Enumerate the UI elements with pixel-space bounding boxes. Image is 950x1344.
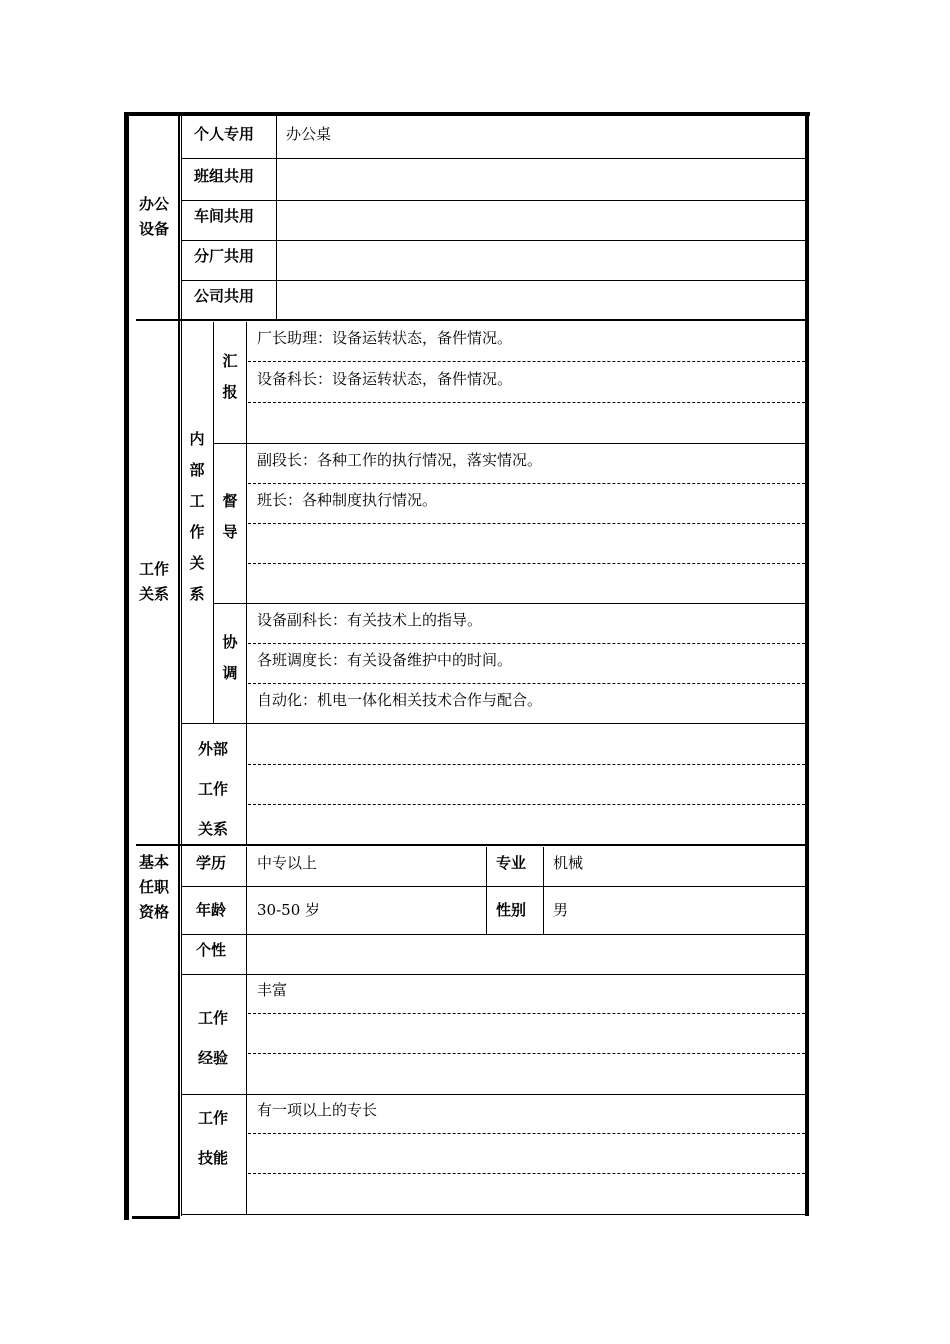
external-relations-label: 外部 工作 关系	[197, 740, 228, 838]
coordinate-line: 自动化：机电一体化相关技术合作与配合。	[257, 691, 543, 709]
office-row-label: 班组共用	[194, 167, 255, 185]
skills-label: 工作 技能	[197, 1109, 228, 1167]
coordinate-label: 协 调	[222, 633, 238, 682]
office-row-value: 办公桌	[286, 125, 332, 143]
qual-middle-divider	[486, 847, 487, 934]
outer-frame-top	[124, 112, 810, 116]
personality-label: 个性	[196, 941, 227, 959]
dashed-rule	[248, 643, 805, 644]
coordinate-line: 设备副科长：有关技术上的指导。	[257, 611, 483, 629]
dashed-rule	[248, 1013, 805, 1014]
internal-relations-label: 内 部 工 作 关 系	[189, 430, 205, 603]
section-divider	[136, 319, 805, 321]
office-equipment-section-label: 办公 设备	[138, 195, 169, 238]
age-value: 30-50 岁	[257, 901, 321, 919]
row-divider	[181, 200, 805, 201]
age-label: 年龄	[196, 901, 227, 919]
dashed-rule	[248, 361, 805, 362]
office-row-label: 公司共用	[194, 287, 255, 305]
qualifications-section-label: 基本 任职 资格	[138, 853, 169, 921]
dashed-rule	[248, 804, 805, 805]
row-divider	[181, 1094, 805, 1095]
supervise-line: 副段长：各种工作的执行情况，落实情况。	[257, 451, 543, 469]
row-divider	[181, 974, 805, 975]
dashed-rule	[248, 1133, 805, 1134]
row-divider	[213, 603, 805, 604]
row-divider	[213, 443, 805, 444]
major-label: 专业	[496, 854, 527, 872]
gender-label: 性别	[496, 901, 527, 919]
dashed-rule	[248, 483, 805, 484]
supervise-label: 督 导	[222, 492, 238, 541]
report-label: 汇 报	[222, 352, 238, 401]
report-line: 设备科长：设备运转状态，备件情况。	[257, 370, 513, 388]
outer-frame-left	[124, 112, 129, 1220]
education-value: 中专以上	[257, 854, 318, 872]
dashed-rule	[248, 402, 805, 403]
sub-label-divider	[246, 322, 247, 846]
row-divider	[181, 934, 805, 935]
experience-line: 丰富	[257, 981, 288, 999]
office-label-divider	[276, 116, 277, 320]
row-divider	[181, 886, 805, 887]
row-divider	[181, 240, 805, 241]
row-divider	[181, 280, 805, 281]
outer-frame-bottom-left	[132, 1216, 180, 1219]
dashed-rule	[248, 563, 805, 564]
table-bottom-line	[181, 1214, 805, 1215]
dashed-rule	[248, 523, 805, 524]
coordinate-line: 各班调度长：有关设备维护中的时间。	[257, 651, 513, 669]
dashed-rule	[248, 1173, 805, 1174]
qual-label-divider	[246, 847, 247, 1215]
dashed-rule	[248, 1053, 805, 1054]
internal-label-divider	[213, 322, 214, 724]
dashed-rule	[248, 764, 805, 765]
office-row-label: 车间共用	[194, 207, 255, 225]
office-row-label: 分厂共用	[194, 247, 255, 265]
section-divider	[136, 844, 805, 846]
experience-label: 工作 经验	[197, 1009, 228, 1067]
gender-value: 男	[553, 901, 569, 919]
report-line: 厂长助理：设备运转状态，备件情况。	[257, 329, 513, 347]
office-row-label: 个人专用	[194, 125, 255, 143]
skills-line: 有一项以上的专长	[257, 1101, 378, 1119]
work-relations-section-label: 工作 关系	[138, 560, 169, 603]
supervise-line: 班长：各种制度执行情况。	[257, 491, 438, 509]
dashed-rule	[248, 683, 805, 684]
left-column-divider	[178, 116, 180, 1218]
major-value: 机械	[553, 854, 584, 872]
qual-middle-divider-2	[543, 847, 544, 934]
row-divider	[181, 158, 805, 159]
row-divider	[181, 723, 805, 724]
education-label: 学历	[196, 854, 227, 872]
outer-frame-right	[805, 112, 809, 1216]
